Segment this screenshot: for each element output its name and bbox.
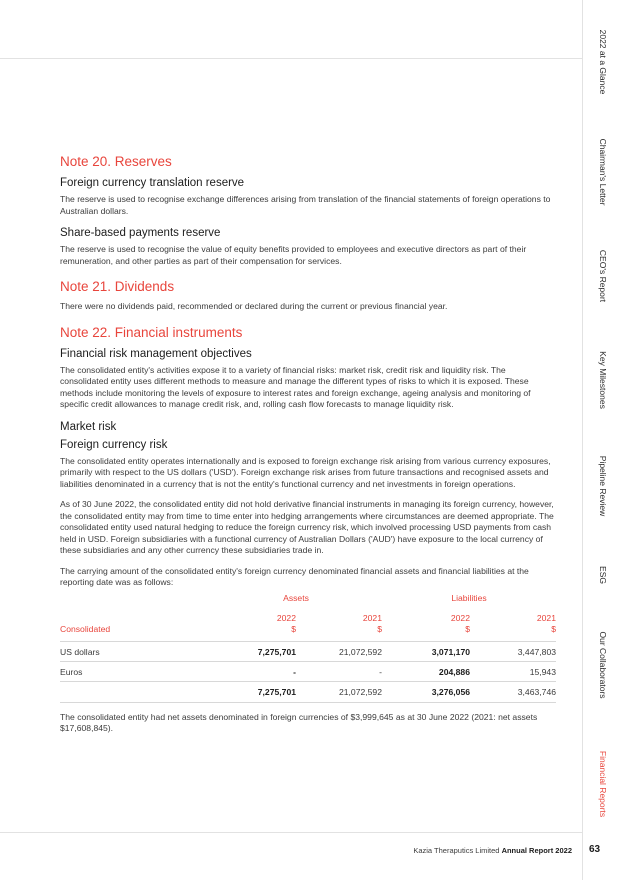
table-currency-row — [60, 624, 556, 642]
footer-report: Annual Report 2022 — [501, 846, 572, 855]
currency-header: $ — [210, 624, 296, 642]
table-year-row — [60, 613, 556, 624]
consolidated-label: Consolidated — [60, 624, 210, 642]
section-sidebar — [583, 0, 622, 880]
currency-header: $ — [470, 624, 556, 642]
sidebar-item-pipeline-review[interactable]: Pipeline Review — [598, 455, 608, 517]
table-cell: 204,886 — [382, 661, 470, 681]
fx-text-3: The carrying amount of the consolidated entity's foreign currency denominated financial assets and financial liabilities at the reporting date was as follows: — [60, 565, 529, 587]
footer — [413, 846, 572, 855]
table-row — [60, 641, 556, 661]
note-21-title: Note 21. Dividends — [60, 279, 175, 294]
year-header: 2022 — [276, 612, 296, 623]
bottom-rule — [0, 832, 582, 833]
currency-header: $ — [296, 624, 382, 642]
table-cell: 7,275,701 — [210, 641, 296, 661]
year-header: 2021 — [362, 612, 382, 623]
table-cell: 21,072,592 — [296, 641, 382, 661]
table-cell: 3,447,803 — [470, 641, 556, 661]
note-20-title: Note 20. Reserves — [60, 154, 172, 169]
sbp-heading: Share-based payments reserve — [60, 227, 221, 239]
sbp-text: The reserve is used to recognise the value of equity benefits provided to employees and executive directors as part of their remuneration, and other parties as part of their compensation for services. — [60, 244, 527, 266]
table-cell: - — [210, 661, 296, 681]
footer-company: Kazia Theraputics Limited — [413, 846, 500, 855]
sidebar-item-key-milestones[interactable]: Key Milestones — [598, 351, 608, 409]
closing-text: The consolidated entity had net assets denominated in foreign currencies of $3,999,645 as at 30 June 2022 (2021: net assets $17,608,845). — [60, 711, 538, 733]
fctr-text: The reserve is used to recognise exchange differences arising from translation of the financial statements of foreign operations to Australian dollars. — [60, 194, 551, 216]
table-cell: - — [296, 661, 382, 681]
total-cell: 3,463,746 — [470, 681, 556, 702]
total-cell: 7,275,701 — [210, 681, 296, 702]
dividends-text: There were no dividends paid, recommended or declared during the current or previous financial year. — [60, 301, 448, 311]
year-header: 2021 — [536, 612, 556, 623]
table-total-row — [60, 681, 556, 702]
sidebar-item-our-collaborators[interactable]: Our Collaborators — [598, 631, 608, 699]
top-rule — [0, 58, 582, 59]
fx-text-1: The consolidated entity operates internationally and is exposed to foreign exchange risk arising from various currency exposures, primarily with respect to the US dollars ('USD'). Foreign exchange risk arises from future transactions and recognised assets and liabilities denominated in a currency that is not the entity's functional currency and net investments in foreign operations. — [60, 455, 551, 489]
sidebar-item-financial-reports[interactable]: Financial Reports — [598, 750, 608, 818]
liabilities-group-header: Liabilities — [451, 592, 487, 603]
sidebar-item-ceos-report[interactable]: CEO's Report — [598, 249, 608, 303]
table-cell: 3,071,170 — [382, 641, 470, 661]
frm-text: The consolidated entity's activities expose it to a variety of financial risks: market risk, credit risk and liquidity risk. The consolidated entity uses different methods to measure and manage the different types of risks to which it is exposed. These methods include monitoring the levels of exposure to interest rates and foreign exchange, ageing analysis and monitoring of specific credit allowances to manage credit risk, and, rolling cash flow forecasts to manage liquidity risk. — [60, 364, 531, 409]
currency-header: $ — [382, 624, 470, 642]
assets-group-header: Assets — [283, 592, 309, 603]
row-label: US dollars — [60, 641, 210, 661]
sidebar-item-2022-at-a-glance[interactable]: 2022 at a Glance — [598, 29, 608, 95]
sidebar-item-esg[interactable]: ESG — [598, 566, 608, 584]
sidebar-item-chairmans-letter[interactable]: Chairman's Letter — [598, 138, 608, 206]
table-group-header — [60, 593, 556, 613]
fx-risk-heading: Foreign currency risk — [60, 438, 168, 451]
table-row — [60, 661, 556, 681]
market-risk-heading: Market risk — [60, 420, 117, 433]
year-header: 2022 — [450, 612, 470, 623]
page-content — [60, 154, 556, 744]
table-cell: 15,943 — [470, 661, 556, 681]
total-cell: 21,072,592 — [296, 681, 382, 702]
frm-heading: Financial risk management objectives — [60, 347, 252, 360]
page-number: 63 — [589, 844, 601, 855]
total-cell: 3,276,056 — [382, 681, 470, 702]
fx-exposure-table — [60, 593, 556, 703]
fctr-heading: Foreign currency translation reserve — [60, 177, 245, 189]
row-label: Euros — [60, 661, 210, 681]
fx-text-2: As of 30 June 2022, the consolidated entity did not hold derivative financial instruments in managing its foreign currency, however, the consolidated entity may from time to time enter into hedging arrangements where circumstances are deemed appropriate. The consolidated entity used natural hedging to reduce the foreign currency risk, which involved processing USD payments from cash held in USD. Foreign subsidiaries with a functional currency of Australian Dollars ('AUD') have exposure to the local currency of these subsidiaries and any other currency these subsidiaries trade in. — [60, 499, 554, 555]
note-22-title: Note 22. Financial instruments — [60, 324, 243, 340]
